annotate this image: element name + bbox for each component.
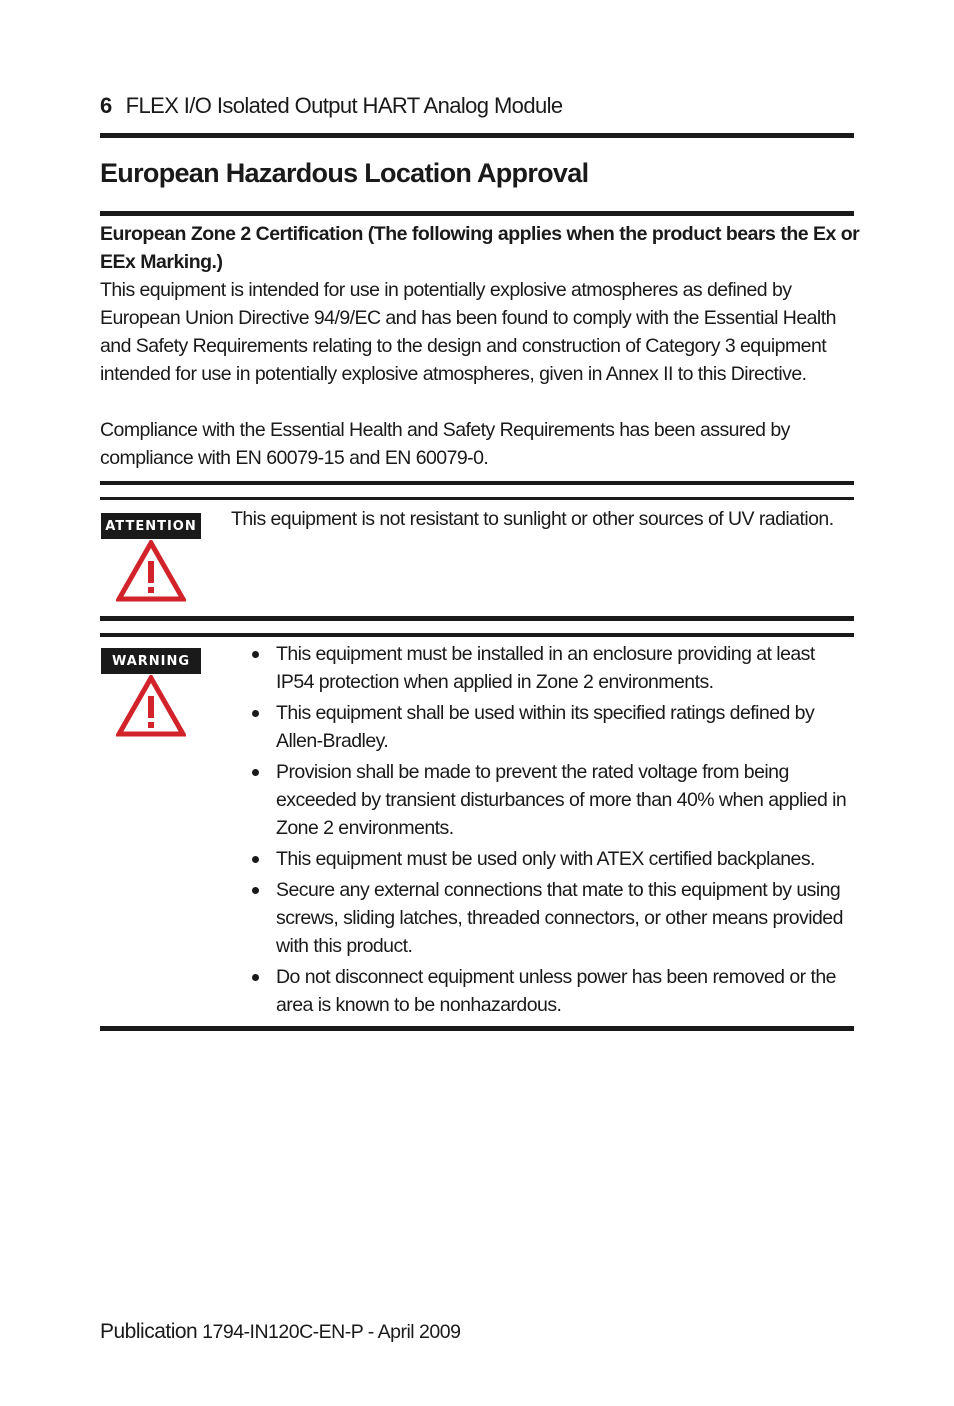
bullet-icon bbox=[252, 769, 259, 776]
warning-top-rule bbox=[100, 633, 854, 637]
list-item-text: Secure any external connections that mate to this equipment by using screws, sliding latches, threaded connectors, or other means provided with this product. bbox=[276, 879, 843, 957]
list-item-text: This equipment shall be used within its specified ratings defined by Allen-Bradley. bbox=[276, 702, 815, 752]
warning-list-container bbox=[231, 640, 856, 1022]
publication-id: 1794-IN120C-EN-P - April 2009 bbox=[202, 1321, 461, 1343]
bullet-icon bbox=[252, 651, 259, 658]
attention-top-rule-thick bbox=[100, 481, 854, 485]
warning-triangle-icon bbox=[116, 540, 186, 602]
bullet-icon bbox=[252, 887, 259, 894]
title-rule bbox=[100, 211, 854, 216]
attention-top-rule-thin bbox=[100, 497, 854, 500]
attention-badge: ATTENTION bbox=[101, 513, 201, 539]
page-title: European Hazardous Location Approval bbox=[100, 158, 589, 188]
attention-text: This equipment is not resistant to sunlight or other sources of UV radiation. bbox=[231, 508, 834, 530]
section-subheading: European Zone 2 Certification (The following applies when the product bears the Ex or EEx Marking.) bbox=[100, 223, 860, 273]
list-item bbox=[231, 876, 856, 960]
running-title: FLEX I/O Isolated Output HART Analog Module bbox=[125, 93, 563, 118]
list-item bbox=[231, 758, 856, 842]
list-item bbox=[231, 640, 856, 696]
footer-label: Publication bbox=[100, 1320, 198, 1343]
footer bbox=[100, 1320, 460, 1344]
bullet-icon bbox=[252, 710, 259, 717]
bullet-icon bbox=[252, 856, 259, 863]
list-item-text: This equipment must be installed in an enclosure providing at least IP54 protection when applied in Zone 2 environments. bbox=[276, 643, 815, 693]
warning-badge: WARNING bbox=[101, 648, 201, 674]
warning-triangle-icon bbox=[116, 675, 186, 737]
running-header bbox=[100, 93, 563, 119]
attention-bottom-rule bbox=[100, 616, 854, 621]
list-item-text: This equipment must be used only with ATEX certified backplanes. bbox=[276, 848, 815, 870]
header-rule bbox=[100, 133, 854, 138]
bullet-icon bbox=[252, 974, 259, 981]
body-paragraph-1: This equipment is intended for use in potentially explosive atmospheres as defined by European Union Directive 94/9/EC and has been found to comply with the Essential Health and Safety Requirements relating to the design and construction of Category 3 equipment intended for use in potentially explosive atmospheres, given in Annex II to this Directive. bbox=[100, 279, 836, 385]
list-item bbox=[231, 963, 856, 1019]
list-item bbox=[231, 699, 856, 755]
warning-list bbox=[231, 640, 856, 1019]
page-number: 6 bbox=[100, 93, 112, 118]
list-item-text: Provision shall be made to prevent the rated voltage from being exceeded by transient disturbances of more than 40% when applied in Zone 2 environments. bbox=[276, 761, 847, 839]
warning-bottom-rule bbox=[100, 1026, 854, 1031]
list-item bbox=[231, 845, 856, 873]
body-paragraph-2: Compliance with the Essential Health and Safety Requirements has been assured by compliance with EN 60079-15 and EN 60079-0. bbox=[100, 419, 790, 469]
list-item-text: Do not disconnect equipment unless power has been removed or the area is known to be nonhazardous. bbox=[276, 966, 836, 1016]
